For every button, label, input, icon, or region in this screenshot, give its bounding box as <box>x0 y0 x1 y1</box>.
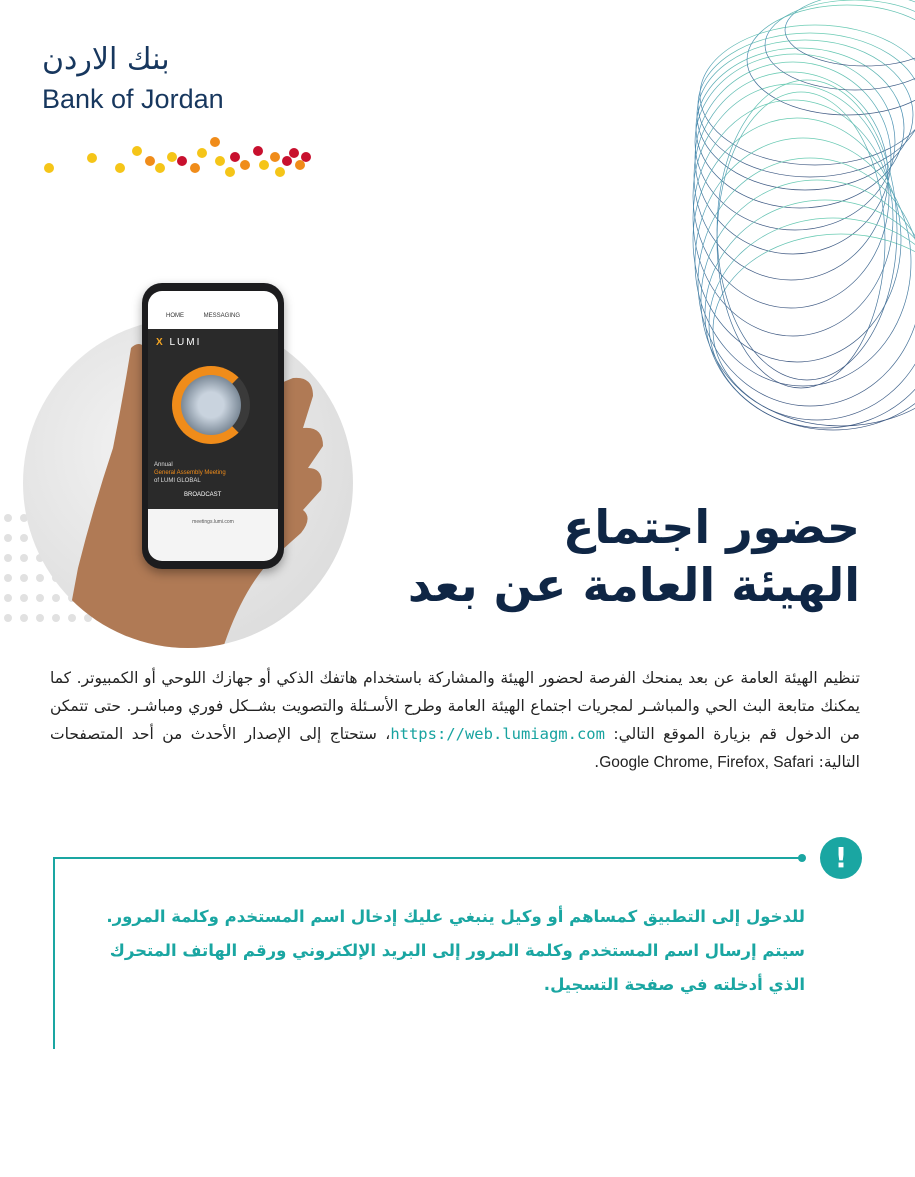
exclamation-icon: ! <box>820 837 862 879</box>
broadcast-label: BROADCAST <box>184 492 222 498</box>
callout-border-dot <box>798 854 806 862</box>
logo-arabic: بنك الاردن <box>42 42 170 77</box>
browser-list: Google Chrome, Firefox, Safari <box>599 754 814 771</box>
lumi-app-name: LUMI <box>169 337 202 348</box>
body-text-1: تنظيم الهيئة العامة عن بعد يمنحك الفرصة لحضور الهيئة والمشاركة باستخدام هاتفك الذكي أو جهازك اللوحي أو الكمبيوتر. كما يمكنك متابعة البث الحي والمباشـر لمجريات اجتماع الهيئة العامة وطرح الأسـئلة والتصويت بشــكل فوري ومباشـر. حتى تتمكن من الدخول قم بزيارة الموقع التالي: <box>50 669 860 743</box>
phone-app-nav <box>148 291 278 329</box>
note-line-2: سيتم إرسال اسم المستخدم وكلمة المرور إلى البريد الإلكتروني ورقم الهاتف المتحرك الذي أدخلته في صفحة التسجيل. <box>109 941 805 994</box>
body-text-3: . <box>594 753 600 771</box>
callout-border-left <box>53 857 55 1049</box>
title-line-1: حضور اجتماع <box>562 500 860 554</box>
logo-dots-decoration <box>40 135 320 185</box>
lumi-app-logo <box>148 329 278 348</box>
intro-paragraph <box>50 664 860 777</box>
title-line-2: الهيئة العامة عن بعد <box>407 558 860 612</box>
page-title <box>408 498 860 614</box>
browser-bar <box>148 509 278 561</box>
logo-english: Bank of Jordan <box>42 84 224 114</box>
event-line-2: General Assembly Meeting <box>154 470 226 476</box>
note-line-1: للدخول إلى التطبيق كمساهم أو وكيل ينبغي عليك إدخال اسم المستخدم وكلمة المرور. <box>106 907 805 926</box>
body-text-2: ، ستحتاج إلى الإصدار الأحدث من أحد المتصفحات التالية: <box>50 725 860 771</box>
nav-messaging: MESSAGING <box>203 313 241 319</box>
lumi-x-icon: X <box>156 337 165 348</box>
event-line-3: of LUMI GLOBAL <box>154 478 201 484</box>
phone-mockup <box>142 283 284 569</box>
event-line-1: Annual <box>154 462 173 468</box>
nav-home: HOME <box>166 313 184 319</box>
browser-url: meetings.lumi.com <box>192 519 234 525</box>
callout-border-top <box>53 857 801 859</box>
spiral-line-art-decoration <box>595 0 915 460</box>
lumi-website-link[interactable]: https://web.lumiagm.com <box>390 725 605 743</box>
globe-ring-graphic <box>172 366 250 444</box>
login-note <box>105 900 805 1002</box>
phone-screen <box>148 291 278 561</box>
event-title <box>154 461 226 499</box>
